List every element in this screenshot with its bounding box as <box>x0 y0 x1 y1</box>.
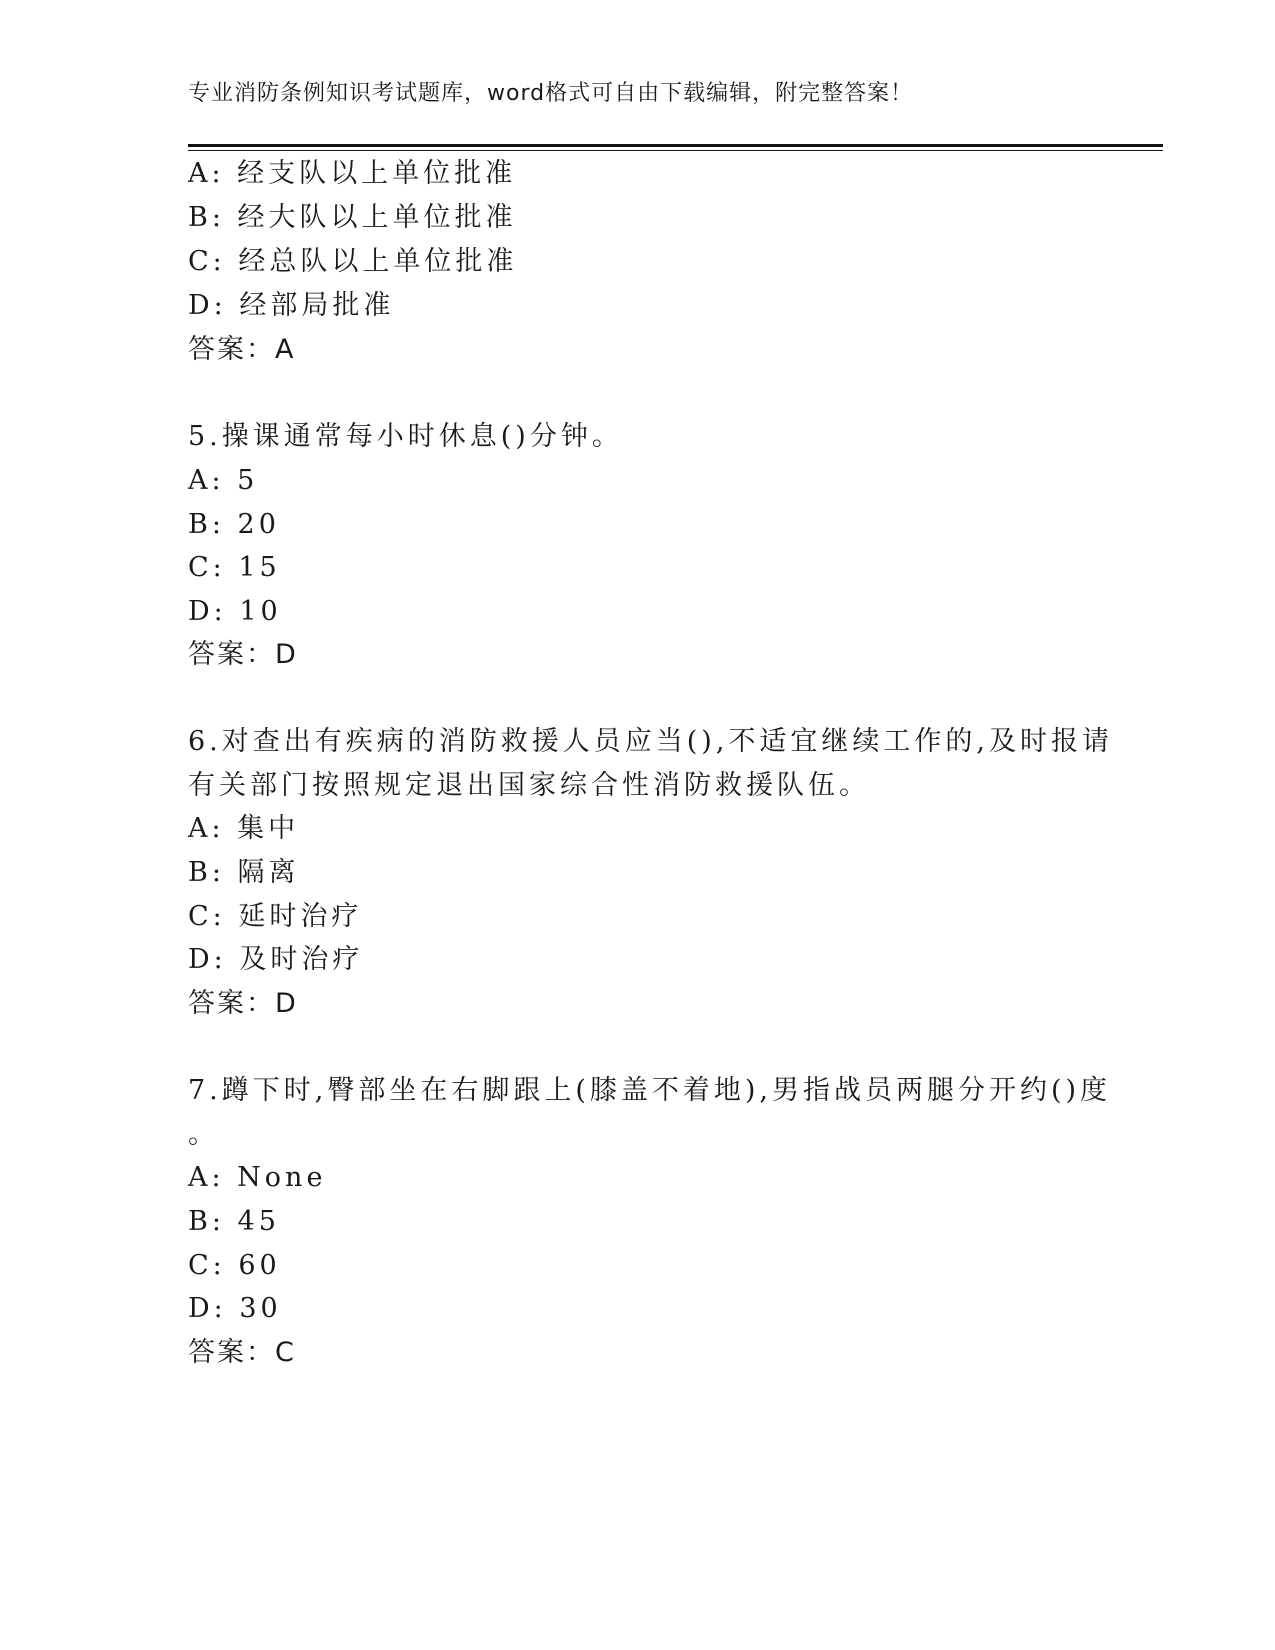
q6-question-line2: 有关部门按照规定退出国家综合性消防救援队伍。 <box>188 770 870 801</box>
q7-option-d: D: 30 <box>188 1293 282 1324</box>
q6-question-line1: 6.对查出有疾病的消防救援人员应当(),不适宜继续工作的,及时报请 <box>188 726 1113 757</box>
q5-question: 5.操课通常每小时休息()分钟。 <box>188 421 623 452</box>
q5-answer: 答案：D <box>188 639 298 670</box>
q7-option-b: B: 45 <box>188 1206 280 1237</box>
q6-option-c: C: 延时治疗 <box>188 901 363 932</box>
q7-answer: 答案：C <box>188 1337 296 1368</box>
q6-option-a: A: 集中 <box>188 813 300 844</box>
q7-option-c: C: 60 <box>188 1250 281 1281</box>
q4-answer: 答案：A <box>188 334 296 365</box>
q4-option-a: A: 经支队以上单位批准 <box>188 158 517 189</box>
q6-answer: 答案：D <box>188 988 298 1019</box>
header-rule-thin <box>188 150 1163 151</box>
q5-option-a: A: 5 <box>188 465 259 496</box>
q6-option-b: B: 隔离 <box>188 857 300 888</box>
q4-option-d: D: 经部局批准 <box>188 290 395 321</box>
q7-question-line1: 7.蹲下时,臀部坐在右脚跟上(膝盖不着地),男指战员两腿分开约()度 <box>188 1075 1112 1106</box>
q4-option-c: C: 经总队以上单位批准 <box>188 246 518 277</box>
q4-option-b: B: 经大队以上单位批准 <box>188 202 517 233</box>
q5-option-c: C: 15 <box>188 552 281 583</box>
q7-question-line2: 。 <box>188 1119 219 1150</box>
q5-option-b: B: 20 <box>188 509 280 540</box>
q7-option-a: A: None <box>188 1162 327 1193</box>
header-rule-thick <box>188 144 1163 147</box>
page-header: 专业消防条例知识考试题库，word格式可自由下载编辑，附完整答案！ <box>188 81 914 106</box>
q5-option-d: D: 10 <box>188 596 282 627</box>
q6-option-d: D: 及时治疗 <box>188 944 364 975</box>
